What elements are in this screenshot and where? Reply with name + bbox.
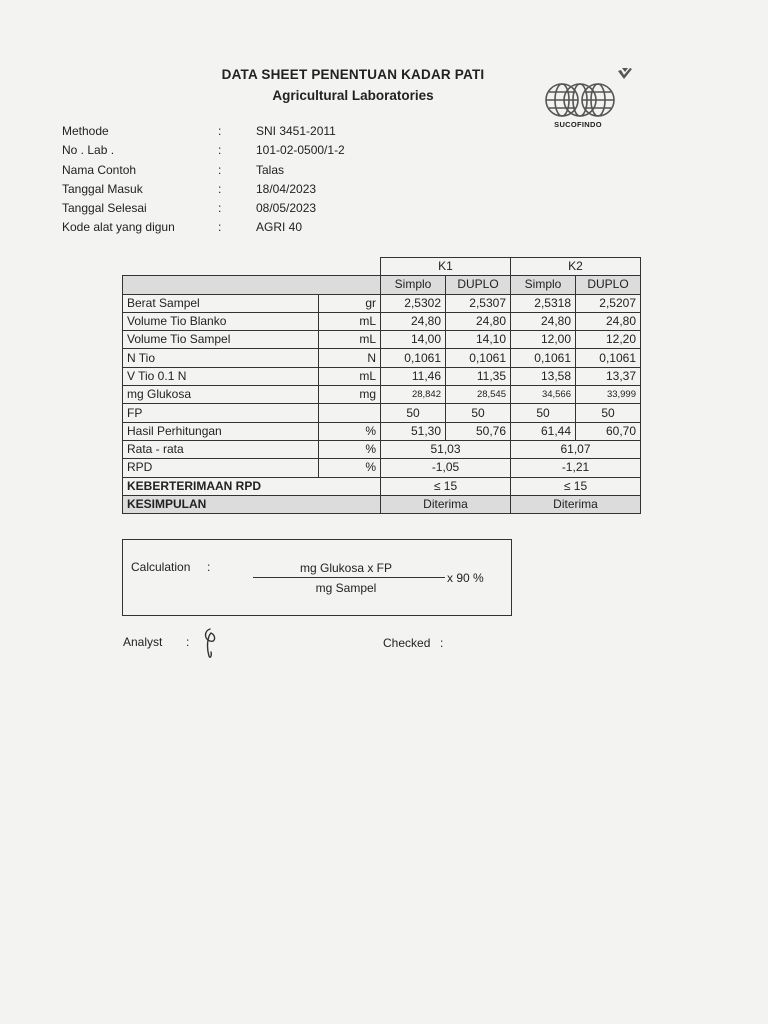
sub-header-cell: Simplo [511,276,576,294]
row-label: V Tio 0.1 N [123,367,319,385]
k2-average: 61,07 [511,440,641,458]
row-unit: % [319,422,381,440]
sub-header-cell: DUPLO [576,276,641,294]
meta-value: AGRI 40 [256,220,303,235]
row-label: Hasil Perhitungan [123,422,319,440]
table-cell: 50 [576,404,641,422]
row-unit: mL [319,331,381,349]
meta-value: 08/05/2023 [256,201,317,216]
row-label: Berat Sampel [123,294,319,312]
table-cell: 24,80 [576,312,641,330]
meta-colon: : [218,162,222,177]
sub-header-cell: DUPLO [446,276,511,294]
table-row [123,367,641,385]
table-cell: 24,80 [446,312,511,330]
k1-rpd: -1,05 [381,459,511,477]
table-row [123,386,641,404]
table-cell: 0,1061 [446,349,511,367]
sub-header-cell: Simplo [381,276,446,294]
analyst-signature [198,626,224,662]
table-cell: 0,1061 [576,349,641,367]
table-cell: 0,1061 [381,349,446,367]
row-label: FP [123,404,319,422]
meta-colon: : [218,124,222,138]
acceptance-label: KEBERTERIMAAN RPD [123,477,381,495]
rpd-row [123,459,641,477]
formula-numerator: mg Glukosa x FP [299,561,393,575]
table-cell: 14,10 [446,331,511,349]
table-row [123,331,641,349]
table-cell: 28,842 [381,386,446,404]
table-row [123,294,641,312]
k1-acceptance: ≤ 15 [381,477,511,495]
globe-logo-icon [540,66,640,122]
row-unit: % [319,440,381,458]
conclusion-label: KESIMPULAN [123,495,381,513]
row-label: N Tio [123,349,319,367]
table-cell: 51,30 [381,422,446,440]
meta-label: No . Lab . [62,143,115,158]
meta-colon: : [218,201,222,216]
header-shade-cell [123,276,381,294]
row-unit: mL [319,312,381,330]
row-label: Rata - rata [123,440,319,458]
table-cell: 11,46 [381,367,446,385]
table-cell: 0,1061 [511,349,576,367]
table-row [123,404,641,422]
meta-label: Kode alat yang digun [62,220,175,235]
table-cell: 11,35 [446,367,511,385]
results-table [122,257,641,514]
meta-label: Nama Contoh [62,162,137,177]
table-cell: 33,999 [576,386,641,404]
table-cell: 14,00 [381,331,446,349]
group-header-k1: K1 [381,258,511,276]
checked-colon: : [440,636,444,650]
row-unit: N [319,349,381,367]
table-row [123,422,641,440]
row-unit: mg [319,386,381,404]
table-row [123,312,641,330]
document-title: DATA SHEET PENENTUAN KADAR PATI [221,67,485,82]
row-unit [319,404,381,422]
meta-label: Methode [62,124,109,138]
meta-value: 101-02-0500/1-2 [256,143,345,158]
average-row [123,440,641,458]
calculation-label: Calculation [131,560,191,574]
group-header-k2: K2 [511,258,641,276]
table-cell: 12,20 [576,331,641,349]
row-label: RPD [123,459,319,477]
fraction-line [253,577,445,578]
company-logo [540,66,640,134]
table-cell: 2,5207 [576,294,641,312]
analyst-colon: : [186,635,190,649]
document-subtitle: Agricultural Laboratories [272,88,434,103]
row-label: Volume Tio Sampel [123,331,319,349]
table-row [123,349,641,367]
conclusion-row [123,495,641,513]
k1-conclusion: Diterima [381,495,511,513]
meta-label: Tanggal Selesai [62,201,147,216]
meta-colon: : [218,143,222,158]
table-cell: 2,5307 [446,294,511,312]
meta-value: Talas [256,162,285,177]
table-cell: 61,44 [511,422,576,440]
table-cell: 50 [511,404,576,422]
row-unit: mL [319,367,381,385]
meta-value: SNI 3451-2011 [256,124,336,138]
row-label: mg Glukosa [123,386,319,404]
formula-denominator: mg Sampel [315,581,377,595]
calculation-box [122,539,512,616]
formula-multiplier: x 90 % [447,571,484,585]
row-unit: % [319,459,381,477]
table-cell: 12,00 [511,331,576,349]
row-label: Volume Tio Blanko [123,312,319,330]
table-cell: 24,80 [511,312,576,330]
table-cell: 13,58 [511,367,576,385]
table-cell: 28,545 [446,386,511,404]
group-header-row [123,258,641,276]
sub-header-row [123,276,641,294]
k2-acceptance: ≤ 15 [511,477,641,495]
table-cell: 50 [446,404,511,422]
table-cell: 50,76 [446,422,511,440]
checked-label: Checked [383,636,431,650]
table-cell: 50 [381,404,446,422]
analyst-label: Analyst [123,635,163,649]
k2-conclusion: Diterima [511,495,641,513]
table-cell: 24,80 [381,312,446,330]
table-cell: 2,5318 [511,294,576,312]
table-cell: 13,37 [576,367,641,385]
meta-value: 18/04/2023 [256,181,317,196]
table-cell: 2,5302 [381,294,446,312]
meta-colon: : [218,181,222,196]
meta-colon: : [218,220,222,235]
table-cell: 60,70 [576,422,641,440]
table-cell: 34,566 [511,386,576,404]
acceptance-row [123,477,641,495]
k1-average: 51,03 [381,440,511,458]
k2-rpd: -1,21 [511,459,641,477]
meta-label: Tanggal Masuk [62,181,143,196]
calculation-colon: : [207,560,211,574]
row-unit: gr [319,294,381,312]
logo-text: SUCOFINDO [554,120,602,129]
